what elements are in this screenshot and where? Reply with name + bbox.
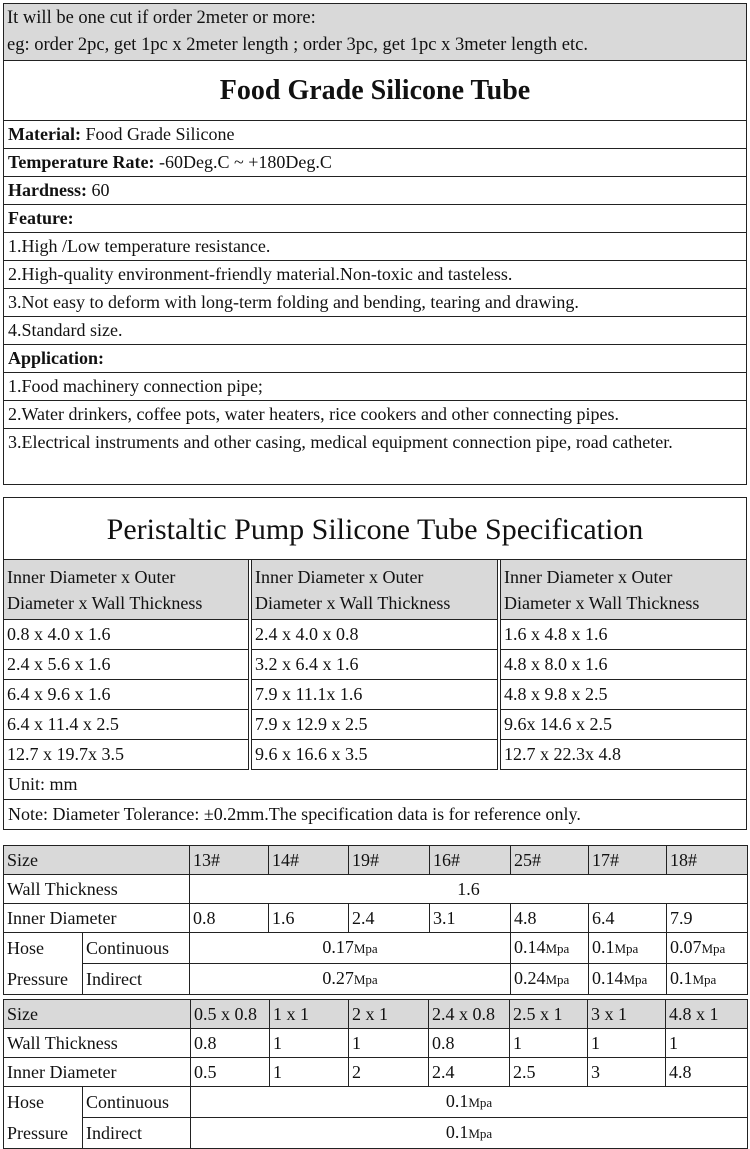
pressure-unit: Mpa — [468, 1126, 493, 1141]
inner-diameter-cell: 0.5 — [191, 1058, 270, 1087]
spec-cell: 6.4 x 11.4 x 2.5 — [4, 710, 248, 740]
pressure-number: 0.24 — [514, 968, 546, 988]
pressure-value — [191, 1087, 748, 1118]
spec-cell: 0.8 x 4.0 x 1.6 — [4, 620, 248, 650]
pressure-unit: Mpa — [545, 941, 570, 956]
indirect-label: Indirect — [83, 1118, 191, 1149]
pressure-unit: Mpa — [692, 972, 717, 987]
header-line-2: Diameter x Wall Thickness — [504, 593, 700, 613]
spec-cell: 2.4 x 5.6 x 1.6 — [4, 650, 248, 680]
pressure-unit: Mpa — [614, 941, 639, 956]
size-cell: 19# — [349, 846, 430, 875]
inner-diameter-cell: 4.8 — [666, 1058, 748, 1087]
application-item: 2.Water drinkers, coffee pots, water heaters, rice cookers and other connecting pipes. — [4, 401, 746, 429]
size-cell: 0.5 x 0.8 — [191, 1000, 270, 1029]
indirect-pressure-row — [4, 964, 748, 995]
feature-item: 3.Not easy to deform with long-term folding and bending, tearing and drawing. — [4, 289, 746, 317]
pressure-unit: Mpa — [353, 972, 378, 987]
size-cell: 2 x 1 — [349, 1000, 429, 1029]
header-line-1: Inner Diameter x Outer — [255, 567, 424, 587]
size-cell: 25# — [511, 846, 589, 875]
size-row — [4, 846, 748, 875]
spec-column — [252, 560, 497, 770]
spec-cell: 9.6x 14.6 x 2.5 — [501, 710, 746, 740]
wall-thickness-cell: 1 — [270, 1029, 349, 1058]
inner-diameter-row — [4, 1058, 748, 1087]
size-table-1 — [3, 845, 748, 995]
inner-diameter-cell: 7.9 — [667, 904, 748, 933]
pressure-value — [190, 933, 511, 964]
spec-cell: 3.2 x 6.4 x 1.6 — [252, 650, 497, 680]
inner-diameter-cell: 3 — [588, 1058, 666, 1087]
spec-cell: 7.9 x 12.9 x 2.5 — [252, 710, 497, 740]
feature-item: 2.High-quality environment-friendly material.Non-toxic and tasteless. — [4, 261, 746, 289]
header-line-2: Diameter x Wall Thickness — [7, 593, 203, 613]
pressure-number: 0.1 — [445, 1122, 469, 1142]
inner-diameter-label: Inner Diameter — [4, 904, 190, 933]
pressure-number: 0.14 — [592, 968, 624, 988]
pressure-unit: Mpa — [701, 941, 726, 956]
spec-column — [4, 560, 248, 770]
size-cell: 4.8 x 1 — [666, 1000, 748, 1029]
pressure-label: Pressure — [4, 1118, 83, 1149]
hose-label: Hose — [4, 1087, 83, 1118]
feature-label: Feature: — [8, 208, 74, 228]
inner-diameter-cell: 2.4 — [429, 1058, 510, 1087]
wall-thickness-row — [4, 1029, 748, 1058]
hardness-label: Hardness: — [8, 180, 88, 200]
wall-thickness-cell: 1 — [349, 1029, 429, 1058]
wall-thickness-cell: 0.8 — [191, 1029, 270, 1058]
application-heading — [4, 345, 746, 373]
feature-item: 1.High /Low temperature resistance. — [4, 233, 746, 261]
spec-title: Peristaltic Pump Silicone Tube Specification — [4, 498, 746, 560]
size-cell: 17# — [589, 846, 667, 875]
spec-grid — [4, 560, 746, 770]
material-label: Material: — [8, 124, 81, 144]
header-line-1: Inner Diameter x Outer — [504, 567, 673, 587]
spec-cell: 2.4 x 4.0 x 0.8 — [252, 620, 497, 650]
size-row — [4, 1000, 748, 1029]
order-notice — [3, 3, 747, 61]
wall-thickness-cell: 1 — [588, 1029, 666, 1058]
size-cell: 1 x 1 — [270, 1000, 349, 1029]
pressure-unit: Mpa — [623, 972, 648, 987]
spec-cell: 6.4 x 9.6 x 1.6 — [4, 680, 248, 710]
notice-line-2: eg: order 2pc, get 1pc x 2meter length ; order 3pc, get 1pc x 3meter length etc. — [7, 35, 588, 55]
header-line-1: Inner Diameter x Outer — [7, 567, 176, 587]
application-label: Application: — [8, 348, 105, 368]
notice-line-1: It will be one cut if order 2meter or more: — [7, 8, 316, 28]
pressure-number: 0.27 — [322, 968, 354, 988]
spec-cell: 4.8 x 8.0 x 1.6 — [501, 650, 746, 680]
spec-cell: 1.6 x 4.8 x 1.6 — [501, 620, 746, 650]
feature-item: 4.Standard size. — [4, 317, 746, 345]
inner-diameter-cell: 2 — [349, 1058, 429, 1087]
inner-diameter-cell: 0.8 — [190, 904, 269, 933]
wall-thickness-value: 1.6 — [190, 875, 748, 904]
spec-column-header — [501, 560, 746, 620]
continuous-label: Continuous — [83, 1087, 191, 1118]
pressure-unit: Mpa — [545, 972, 570, 987]
temperature-row — [4, 149, 746, 177]
continuous-pressure-row — [4, 1087, 748, 1118]
temperature-value: -60Deg.C ~ +180Deg.C — [158, 152, 332, 172]
pressure-number: 0.1 — [670, 968, 693, 988]
size-table-2 — [3, 999, 748, 1149]
pressure-number: 0.14 — [514, 937, 546, 957]
application-item: 1.Food machinery connection pipe; — [4, 373, 746, 401]
pressure-label: Pressure — [4, 964, 83, 995]
size-cell: 13# — [190, 846, 269, 875]
continuous-pressure-row — [4, 933, 748, 964]
header-line-2: Diameter x Wall Thickness — [255, 593, 451, 613]
unit-row: Unit: mm — [4, 770, 746, 800]
pressure-number: 0.07 — [670, 937, 702, 957]
pressure-number: 0.1 — [592, 937, 615, 957]
pressure-unit: Mpa — [468, 1095, 493, 1110]
inner-diameter-cell: 2.4 — [349, 904, 430, 933]
feature-heading — [4, 205, 746, 233]
spec-cell: 12.7 x 19.7x 3.5 — [4, 740, 248, 770]
inner-diameter-cell: 1 — [270, 1058, 349, 1087]
inner-diameter-cell: 1.6 — [269, 904, 349, 933]
inner-diameter-row — [4, 904, 748, 933]
indirect-label: Indirect — [83, 964, 190, 995]
pressure-number: 0.17 — [322, 937, 354, 957]
hose-label: Hose — [4, 933, 83, 964]
inner-diameter-cell: 4.8 — [511, 904, 589, 933]
pressure-value — [511, 964, 589, 995]
pressure-value — [190, 964, 511, 995]
pressure-number: 0.1 — [445, 1091, 469, 1111]
size-cell: 3 x 1 — [588, 1000, 666, 1029]
temperature-label: Temperature Rate: — [8, 152, 155, 172]
wall-thickness-row — [4, 875, 748, 904]
size-cell: 14# — [269, 846, 349, 875]
pressure-value — [589, 964, 667, 995]
pressure-value — [511, 933, 589, 964]
inner-diameter-label: Inner Diameter — [4, 1058, 191, 1087]
pressure-value — [589, 933, 667, 964]
pressure-value — [667, 964, 748, 995]
wall-thickness-cell: 0.8 — [429, 1029, 510, 1058]
spec-cell: 9.6 x 16.6 x 3.5 — [252, 740, 497, 770]
inner-diameter-cell: 3.1 — [430, 904, 511, 933]
product-title: Food Grade Silicone Tube — [4, 61, 746, 121]
size-label: Size — [4, 1000, 191, 1029]
size-label: Size — [4, 846, 190, 875]
inner-diameter-cell: 2.5 — [510, 1058, 588, 1087]
indirect-pressure-row — [4, 1118, 748, 1149]
pressure-unit: Mpa — [353, 941, 378, 956]
inner-diameter-cell: 6.4 — [589, 904, 667, 933]
pressure-value — [191, 1118, 748, 1149]
hardness-value: 60 — [91, 180, 110, 200]
wall-thickness-cell: 1 — [510, 1029, 588, 1058]
spec-column-header — [4, 560, 248, 620]
spec-cell: 12.7 x 22.3x 4.8 — [501, 740, 746, 770]
spec-column-header — [252, 560, 497, 620]
hardness-row — [4, 177, 746, 205]
size-cell: 16# — [430, 846, 511, 875]
spec-cell: 7.9 x 11.1x 1.6 — [252, 680, 497, 710]
wall-thickness-label: Wall Thickness — [4, 875, 190, 904]
note-row: Note: Diameter Tolerance: ±0.2mm.The specification data is for reference only. — [8, 804, 581, 824]
size-cell: 2.5 x 1 — [510, 1000, 588, 1029]
material-value: Food Grade Silicone — [85, 124, 235, 144]
continuous-label: Continuous — [83, 933, 190, 964]
product-info-panel — [3, 61, 747, 485]
size-cell: 18# — [667, 846, 748, 875]
spec-cell: 4.8 x 9.8 x 2.5 — [501, 680, 746, 710]
spec-column — [501, 560, 746, 770]
size-cell: 2.4 x 0.8 — [429, 1000, 510, 1029]
spec-panel — [3, 497, 747, 830]
pressure-value — [667, 933, 748, 964]
wall-thickness-label: Wall Thickness — [4, 1029, 191, 1058]
application-item: 3.Electrical instruments and other casing, medical equipment connection pipe, road catheter. — [8, 432, 673, 452]
material-row — [4, 121, 746, 149]
wall-thickness-cell: 1 — [666, 1029, 748, 1058]
